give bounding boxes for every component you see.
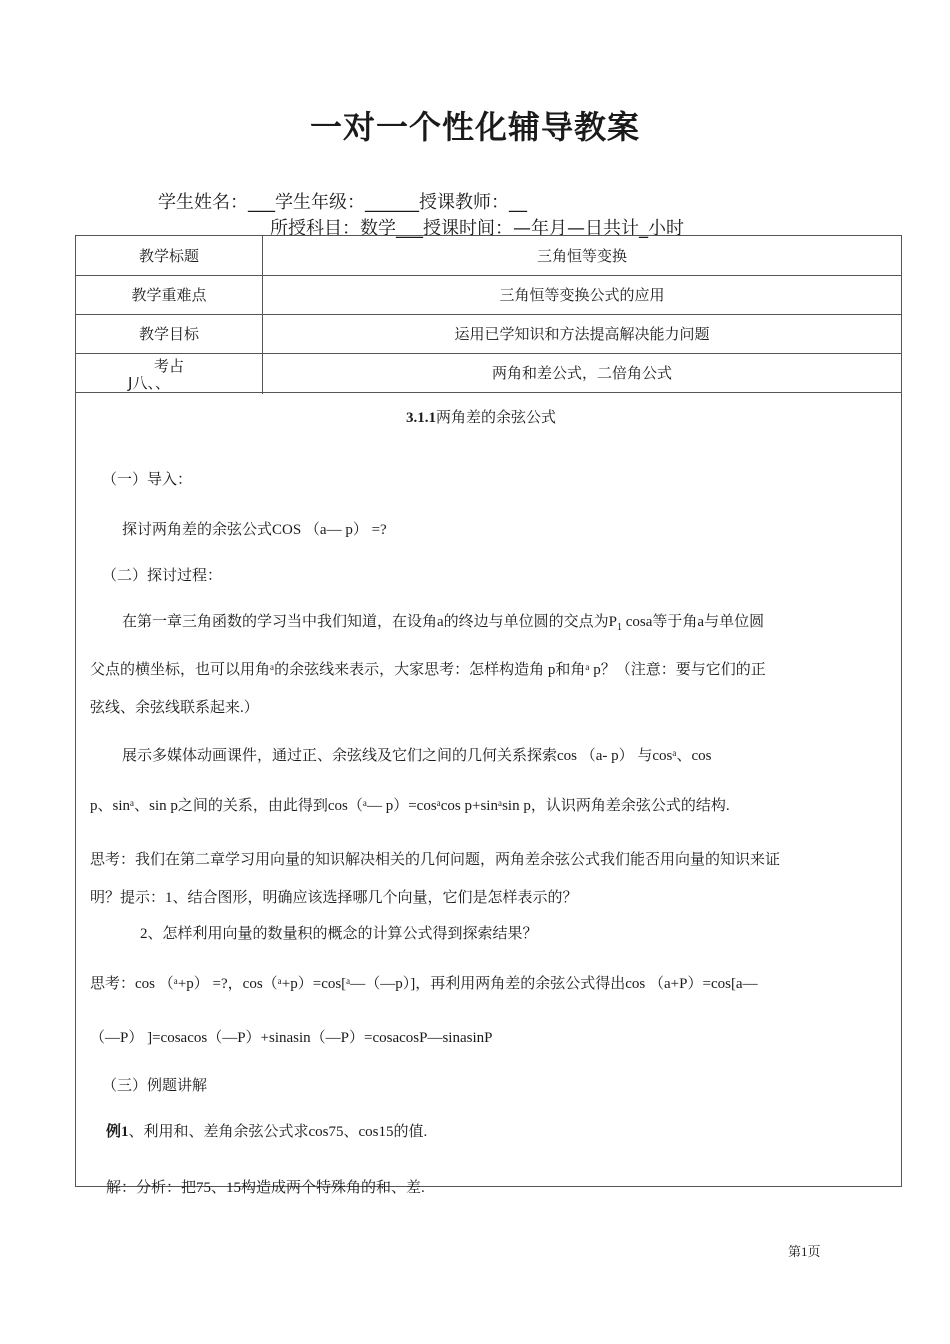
student-info-line: 学生姓名：___学生年级：______授课教师：__ — [158, 192, 527, 213]
page-number: 第1页 — [788, 1244, 821, 1259]
example-label: 例1 — [106, 1124, 129, 1140]
row-value: 运用已学知识和方法提高解决能力问题 — [454, 325, 710, 343]
table-row — [76, 275, 901, 315]
table-row — [76, 314, 901, 354]
row-value: 两角和差公式，二倍角公式 — [491, 364, 672, 382]
table-row — [76, 353, 901, 393]
row-label: 教学重难点 — [76, 275, 263, 314]
paragraph: 探讨两角差的余弦公式COS （a— p） =? — [122, 522, 387, 538]
paragraph-line: 思考：cos （ᵃ+p） =?，cos（ᵃ+p）=cos[ᵃ—（—p）]，再利用两角差的余弦公式得出cos （a+P）=cos[a— — [90, 976, 758, 992]
row-label: 教学目标 — [76, 314, 263, 353]
paragraph-line: （—P） ]=cosacos（—P）+sinasin（—P）=cosacosP—sinasinP — [90, 1030, 493, 1046]
example-text: 、利用和、差角余弦公式求cos75、cos15的值. — [128, 1124, 428, 1140]
paragraph-line: 明？提示：1、结合图形，明确应该选择哪几个向量，它们是怎样表示的？ — [90, 890, 578, 906]
text-run: 在第一章三角函数的学习当中我们知道，在设角a的终边与单位圆的交点为P — [122, 614, 618, 630]
text-run: cosa等于角a与单位圆 — [622, 614, 765, 630]
course-info-line: 所授科目：数学___授课时间：—年月—日共计_小时 — [270, 218, 684, 239]
document-title: 一对一个性化辅导教案 — [309, 108, 640, 146]
subsection-title: （三）例题讲解 — [102, 1076, 208, 1094]
heading-number: 3.1.1 — [406, 410, 436, 426]
label-line: J八、、 — [128, 373, 170, 392]
paragraph-line: 父点的横坐标，也可以用角ᵃ的余弦线来表示，大家思考：怎样构造角 p和角ᵃ p？（注意：要与它们的正 — [90, 662, 766, 678]
lesson-table — [75, 235, 902, 1196]
solution-line: 解：分析：把75、15构造成两个特殊角的和、差. — [106, 1180, 425, 1196]
row-label — [76, 353, 263, 394]
paragraph-line — [122, 610, 764, 633]
label-line: 考占 — [153, 356, 184, 375]
paragraph-line: p、sinᵃ、sin p之间的关系，由此得到cos（ᵃ— p）=cosᵃcos p+sinᵃsin p，认识两角差余弦公式的结构. — [90, 798, 730, 814]
subscript: 1 — [617, 622, 623, 633]
paragraph-line: 弦线、余弦线联系起来.） — [90, 700, 259, 716]
subsection-title: （一）导入： — [102, 470, 193, 488]
paragraph-line: 展示多媒体动画课件，通过正、余弦线及它们之间的几何关系探索cos （a- p） 与cosᵃ、cos — [122, 748, 712, 764]
example-line — [106, 1120, 427, 1141]
paragraph-line: 思考：我们在第二章学习用向量的知识解决相关的几何问题，两角差余弦公式我们能否用向量的知识来证 — [90, 852, 781, 868]
heading-text: 两角差的余弦公式 — [436, 408, 557, 426]
row-value: 三角恒等变换 — [536, 247, 627, 265]
section-heading — [406, 406, 556, 427]
row-value: 三角恒等变换公式的应用 — [499, 286, 665, 304]
table-row — [76, 236, 901, 276]
paragraph-line: 2、怎样利用向量的数量积的概念的计算公式得到探索结果？ — [140, 926, 538, 942]
subsection-title: （二）探讨过程： — [102, 566, 223, 584]
row-label: 教学标题 — [76, 236, 263, 275]
